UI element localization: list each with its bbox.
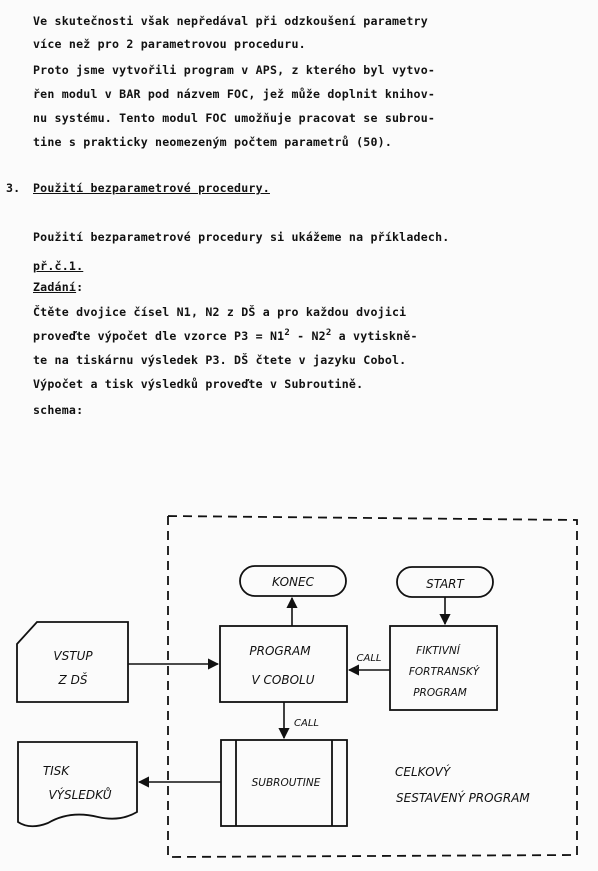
paragraph-line-4: řen modul v BAR pod názvem FOC, jež může doplnit knihov- — [33, 87, 436, 101]
intro-text: Použití bezparametrové procedury si ukážeme na příkladech. — [33, 230, 450, 244]
assignment-colon: : — [76, 280, 84, 294]
assignment-line-4: Výpočet a tisk výsledků proveďte v Subroutině. — [33, 377, 364, 391]
tisk-output-document — [18, 742, 137, 826]
exponent-1: 2 — [284, 328, 290, 338]
example-label: př.č.1. — [33, 259, 84, 273]
assignment-line-3: te na tiskárnu výsledek P3. DŠ čtete v jazyku Cobol. — [33, 353, 407, 367]
paragraph-line-6: tine s prakticky neomezeným počtem parametrů (50). — [33, 135, 393, 149]
call-down-label: CALL — [294, 718, 319, 729]
assignment-label: Zadání — [33, 280, 77, 294]
start-label: START — [426, 577, 464, 591]
paragraph-line-5: nu systému. Tento modul FOC umožňuje pracovat se subrou- — [33, 111, 436, 125]
section-title: Použití bezparametrové procedury. — [33, 181, 270, 195]
fikt-label-3: PROGRAM — [413, 687, 467, 699]
celkovy-label-1: CELKOVÝ — [395, 765, 451, 779]
scheme-label: schema: — [33, 403, 84, 417]
exponent-2: 2 — [325, 328, 332, 338]
call-right-label: CALL — [356, 653, 382, 664]
vstup-label-1: VSTUP — [53, 649, 93, 663]
tisk-label-2: VÝSLEDKŮ — [48, 788, 112, 802]
paragraph-line-3: Proto jsme vytvořili program v APS, z kterého byl vytvo- — [33, 63, 436, 77]
section-number: 3. — [6, 181, 21, 195]
program-boundary-frame — [168, 516, 577, 857]
fikt-label-1: FIKTIVNÍ — [416, 645, 460, 657]
cobol-program-box — [220, 626, 347, 702]
assignment-line-1: Čtěte dvojice čísel N1, N2 z DŠ a pro každou dvojici — [33, 305, 407, 319]
program-label-1: PROGRAM — [249, 644, 311, 658]
celkovy-label-2: SESTAVENÝ PROGRAM — [396, 791, 530, 805]
program-label-2: V COBOLU — [251, 673, 315, 687]
konec-label: KONEC — [272, 575, 314, 589]
assignment-line-2-b: - N2 — [289, 329, 326, 343]
subroutine-label: SUBROUTINE — [251, 777, 321, 789]
tisk-label-1: TISK — [42, 764, 70, 778]
vstup-label-2: Z DŠ — [58, 673, 88, 687]
paragraph-line-1: Ve skutečnosti však nepředával při odzkoušení parametry — [33, 14, 428, 28]
assignment-line-2-a: proveďte výpočet dle vzorce P3 = N1 — [33, 329, 285, 343]
paragraph-line-2: více než pro 2 parametrovou proceduru. — [33, 37, 306, 51]
assignment-line-2-c: a vytiskně- — [331, 329, 418, 343]
fikt-label-2: FORTRANSKÝ — [408, 666, 480, 678]
